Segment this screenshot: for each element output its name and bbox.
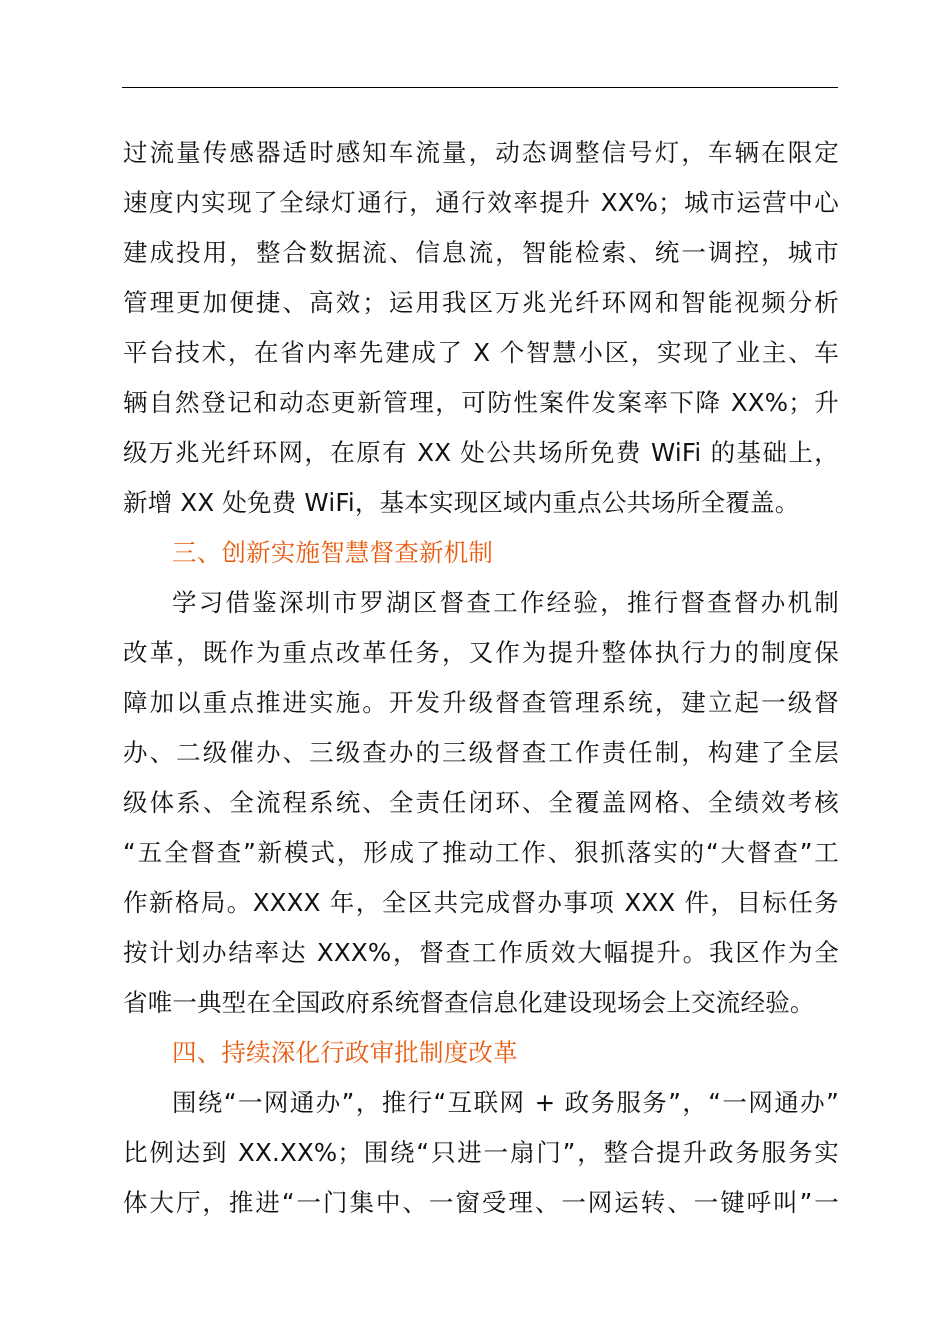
text-line: 平台技术，在省内率先建成了 X 个智慧小区，实现了业主、车	[123, 338, 839, 367]
text-line: 办、二级催办、三级查办的三级督查工作责任制，构建了全层	[123, 738, 839, 767]
text-line: 体大厅，推进“一门集中、一窗受理、一网运转、一键呼叫”一	[123, 1188, 839, 1217]
text-line: 管理更加便捷、高效；运用我区万兆光纤环网和智能视频分析	[123, 288, 839, 317]
document-body	[123, 128, 839, 1228]
text-line: 级万兆光纤环网，在原有 XX 处公共场所免费 WiFi 的基础上，	[123, 438, 839, 467]
text-line: 级体系、全流程系统、全责任闭环、全覆盖网格、全绩效考核	[123, 788, 839, 817]
text-line: 作新格局。XXXX 年，全区共完成督办事项 XXX 件，目标任务	[123, 888, 839, 917]
paragraph-smart-city	[123, 128, 839, 528]
text-line: “五全督查”新模式，形成了推动工作、狠抓落实的“大督查”工	[123, 838, 839, 867]
paragraph-approval-reform	[123, 1078, 839, 1228]
section-heading-3: 三、创新实施智慧督查新机制	[172, 538, 494, 567]
text-line: 辆自然登记和动态更新管理，可防性案件发案率下降 XX%；升	[123, 388, 839, 417]
text-line: 学习借鉴深圳市罗湖区督查工作经验，推行督查督办机制	[172, 588, 839, 617]
text-line: 比例达到 XX.XX%；围绕“只进一扇门”，整合提升政务服务实	[123, 1138, 839, 1167]
text-line: 省唯一典型在全国政府系统督查信息化建设现场会上交流经验。	[123, 988, 815, 1017]
text-line: 围绕“一网通办”，推行“互联网 + 政务服务”，“一网通办”	[172, 1088, 839, 1117]
text-line: 障加以重点推进实施。开发升级督查管理系统，建立起一级督	[123, 688, 839, 717]
section-heading-4: 四、持续深化行政审批制度改革	[172, 1038, 518, 1067]
text-line: 按计划办结率达 XXX%，督查工作质效大幅提升。我区作为全	[123, 938, 839, 967]
text-line: 速度内实现了全绿灯通行，通行效率提升 XX%；城市运营中心	[123, 188, 839, 217]
text-line: 新增 XX 处免费 WiFi，基本实现区域内重点公共场所全覆盖。	[123, 488, 800, 517]
header-rule	[122, 87, 838, 88]
text-line: 改革，既作为重点改革任务，又作为提升整体执行力的制度保	[123, 638, 839, 667]
text-line: 建成投用，整合数据流、信息流，智能检索、统一调控，城市	[123, 238, 839, 267]
paragraph-supervision	[123, 578, 839, 1028]
text-line: 过流量传感器适时感知车流量，动态调整信号灯，车辆在限定	[123, 138, 839, 167]
